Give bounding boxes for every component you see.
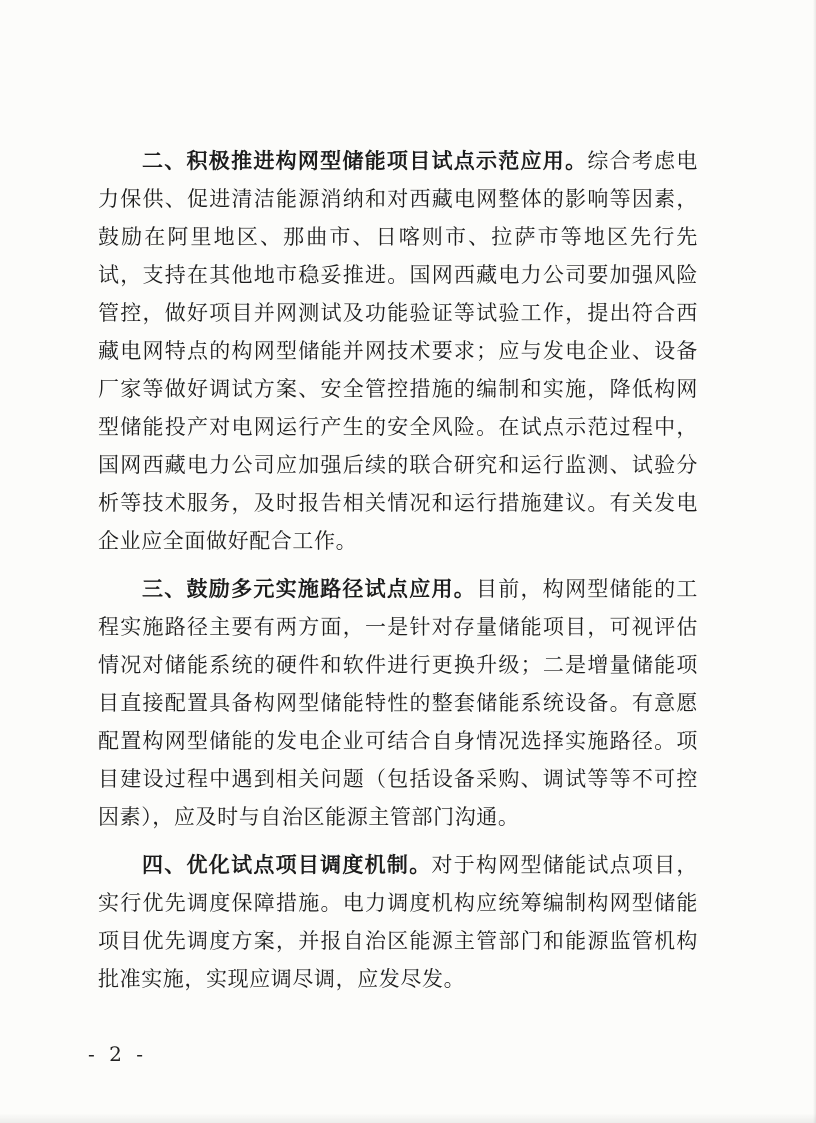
- section-3-heading: 三、鼓励多元实施路径试点应用。: [142, 576, 476, 601]
- paragraph-section-4: [98, 846, 698, 998]
- section-4-heading: 四、优化试点项目调度机制。: [142, 852, 432, 877]
- paragraph-section-3: [98, 570, 698, 836]
- document-body: [98, 142, 698, 1008]
- page-number: - 2 -: [88, 1042, 147, 1066]
- section-2-heading: 二、积极推进构网型储能项目试点示范应用。: [142, 148, 588, 173]
- section-2-text: 综合考虑电力保供、促进清洁能源消纳和对西藏电网整体的影响等因素，鼓励在阿里地区、那曲市、日喀则市、拉萨市等地区先行先试，支持在其他地市稳妥推进。国网西藏电力公司要加强风险管控，做好项目并网测试及功能验证等试验工作，提出符合西藏电网特点的构网型储能并网技术要求；应与发电企业、设备厂家等做好调试方案、安全管控措施的编制和实施，降低构网型储能投产对电网运行产生的安全风险。在试点示范过程中，国网西藏电力公司应加强后续的联合研究和运行监测、试验分析等技术服务，及时报告相关情况和运行措施建议。有关发电企业应全面做好配合工作。: [98, 149, 699, 553]
- section-4-text: 对于构网型储能试点项目，实行优先调度保障措施。电力调度机构应统筹编制构网型储能项目优先调度方案，并报自治区能源主管部门和能源监管机构批准实施，实现应调尽调，应发尽发。: [98, 853, 698, 991]
- scan-bottom-shadow: [0, 1113, 816, 1123]
- section-3-text: 目前，构网型储能的工程实施路径主要有两方面，一是针对存量储能项目，可视评估情况对储能系统的硬件和软件进行更换升级；二是增量储能项目直接配置具备构网型储能特性的整套储能系统设备。有意愿配置构网型储能的发电企业可结合自身情况选择实施路径。项目建设过程中遇到相关问题（包括设备采购、调试等等不可控因素），应及时与自治区能源主管部门沟通。: [98, 577, 698, 829]
- paragraph-section-2: [98, 142, 698, 560]
